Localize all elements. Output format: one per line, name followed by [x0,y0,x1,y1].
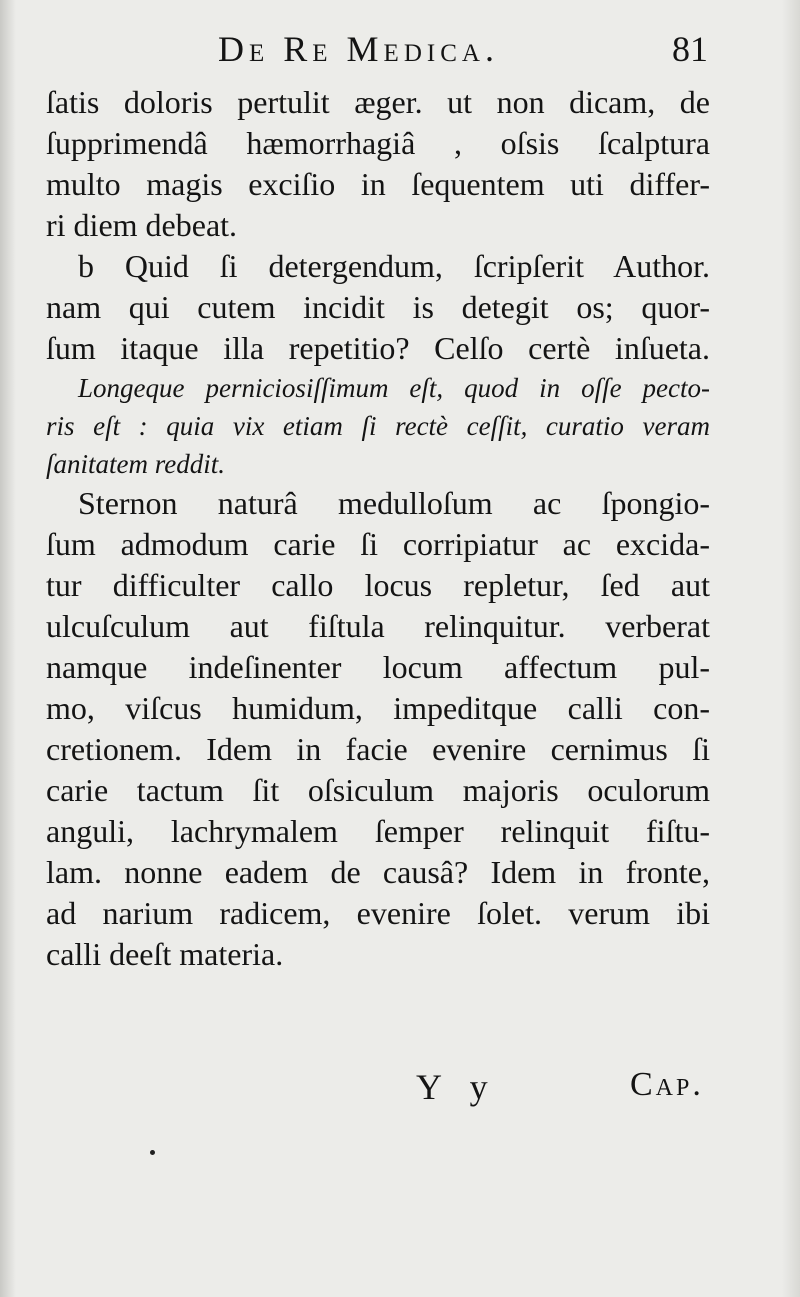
text-line: ſupprimendâ hæmorrhagiâ , oſsis ſcalptura [46,125,710,161]
text-line: cretionem. Idem in facie evenire cernimus ſi [46,731,710,767]
text-line: ulcuſculum aut fiſtula relinquitur. verberat [46,608,710,644]
text-line: ris eſt : quia vix etiam ſi rectè ceſſit, curatio veram [46,411,710,441]
paragraph-1 [46,82,710,246]
body-text [46,82,710,975]
text-line: Longeque perniciosiſſimum eſt, quod in oſſe pecto- [78,373,710,403]
text-line: tur difficulter callo locus repletur, ſed aut [46,567,710,603]
text-line: Sternon naturâ medulloſum ac ſpongio- [78,485,710,521]
page-header [0,28,800,76]
signature-mark: Y y [416,1067,498,1107]
text-line: mo, viſcus humidum, impeditque calli con- [46,690,710,726]
text-line: nam qui cutem incidit is detegit os; quor- [46,289,710,325]
text-line: ſatis doloris pertulit æger. ut non dicam, de [46,84,710,120]
paragraph-2 [46,246,710,369]
text-line: ſanitatem reddit. [46,449,225,479]
page-footer [0,1066,800,1114]
page-number: 81 [672,29,708,69]
text-line: calli deeſt materia. [46,936,284,972]
text-line: lam. nonne eadem de causâ? Idem in fronte, [46,854,710,890]
italic-quotation [46,369,710,483]
text-line: ſum admodum carie ſi corripiatur ac excida- [46,526,710,562]
text-line: b Quid ſi detergendum, ſcripſerit Author. [78,248,710,284]
text-line: multo magis exciſio in ſequentem uti differ- [46,166,710,202]
paragraph-4 [46,483,710,975]
catchword: Cap. [630,1066,704,1103]
text-line: anguli, lachrymalem ſemper relinquit fiſtu- [46,813,710,849]
text-line: ſum itaque illa repetitio? Celſo certè inſueta. [46,330,710,366]
text-line: ad narium radicem, evenire ſolet. verum ibi [46,895,710,931]
text-line: carie tactum ſit oſsiculum majoris oculorum [46,772,710,808]
ink-speck [150,1150,155,1155]
running-title: De Re Medica. [218,29,499,69]
text-line: ri diem debeat. [46,207,238,243]
text-line: namque indeſinenter locum affectum pul- [46,649,710,685]
